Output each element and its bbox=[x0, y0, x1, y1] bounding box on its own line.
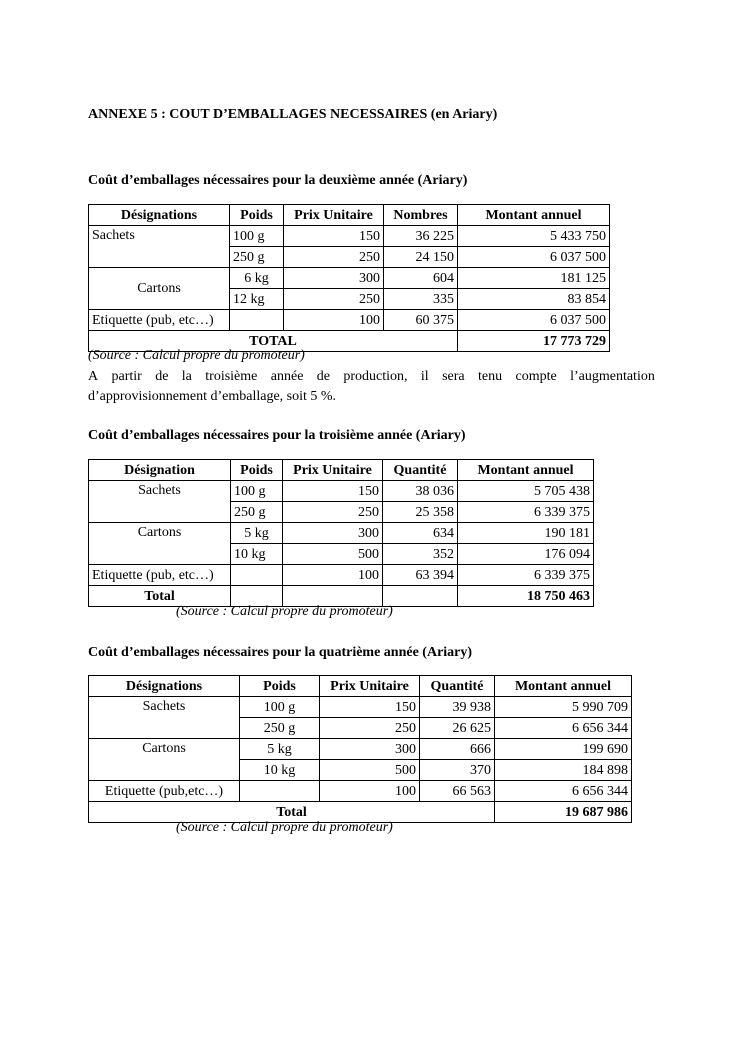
quantity-cell: 352 bbox=[383, 544, 458, 565]
year2-table bbox=[88, 204, 610, 352]
year4-header-designation: Désignations bbox=[89, 676, 240, 697]
year4-header-montant: Montant annuel bbox=[495, 676, 632, 697]
paragraph bbox=[88, 367, 655, 407]
quantity-cell: 66 563 bbox=[420, 781, 495, 802]
year4-header-quantity: Quantité bbox=[420, 676, 495, 697]
year4-header-row bbox=[89, 676, 632, 697]
poids-cell: 12 kg bbox=[230, 289, 284, 310]
year3-header-quantity: Quantité bbox=[383, 460, 458, 481]
poids-cell: 250 g bbox=[231, 502, 283, 523]
prix-cell: 150 bbox=[320, 697, 420, 718]
montant-cell: 5 990 709 bbox=[495, 697, 632, 718]
quantity-cell: 39 938 bbox=[420, 697, 495, 718]
annex-title: ANNEXE 5 : COUT D’EMBALLAGES NECESSAIRES (en Ariary) bbox=[88, 107, 498, 122]
year3-table-title: Coût d’emballages nécessaires pour la troisième année (Ariary) bbox=[88, 428, 466, 443]
poids-cell: 100 g bbox=[231, 481, 283, 502]
montant-cell: 5 705 438 bbox=[458, 481, 594, 502]
year3-total-label: Total bbox=[89, 586, 231, 607]
quantity-cell: 63 394 bbox=[383, 565, 458, 586]
year4-total-value: 19 687 986 bbox=[495, 802, 632, 823]
montant-cell: 6 339 375 bbox=[458, 502, 594, 523]
prix-cell: 300 bbox=[283, 523, 383, 544]
year4-etiquette-label: Etiquette (pub,etc…) bbox=[89, 781, 240, 802]
quantity-cell: 666 bbox=[420, 739, 495, 760]
table-row bbox=[89, 697, 632, 718]
table-row bbox=[89, 310, 610, 331]
year3-header-prix: Prix Unitaire bbox=[283, 460, 383, 481]
montant-cell: 6 656 344 bbox=[495, 718, 632, 739]
quantity-cell: 60 375 bbox=[384, 310, 458, 331]
montant-cell: 181 125 bbox=[458, 268, 610, 289]
word: troisième bbox=[205, 369, 258, 384]
year2-header-row bbox=[89, 205, 610, 226]
prix-cell: 100 bbox=[284, 310, 384, 331]
montant-cell: 6 037 500 bbox=[458, 310, 610, 331]
year3-header-row bbox=[89, 460, 594, 481]
table-row bbox=[89, 565, 594, 586]
prix-cell: 250 bbox=[284, 247, 384, 268]
year2-header-poids: Poids bbox=[230, 205, 284, 226]
quantity-cell: 24 150 bbox=[384, 247, 458, 268]
word: la bbox=[181, 369, 192, 384]
montant-cell: 6 339 375 bbox=[458, 565, 594, 586]
poids-cell bbox=[230, 310, 284, 331]
word: il bbox=[420, 369, 429, 384]
year4-table bbox=[88, 675, 632, 823]
year4-cartons-label: Cartons bbox=[89, 739, 240, 781]
table-row bbox=[89, 268, 610, 289]
prix-cell: 300 bbox=[320, 739, 420, 760]
quantity-cell: 604 bbox=[384, 268, 458, 289]
prix-cell: 250 bbox=[283, 502, 383, 523]
year2-header-designation: Désignations bbox=[89, 205, 230, 226]
montant-cell: 5 433 750 bbox=[458, 226, 610, 247]
montant-cell: 190 181 bbox=[458, 523, 594, 544]
year2-header-quantity: Nombres bbox=[384, 205, 458, 226]
poids-cell: 10 kg bbox=[231, 544, 283, 565]
montant-cell: 6 037 500 bbox=[458, 247, 610, 268]
poids-cell: 250 g bbox=[240, 718, 320, 739]
prix-cell: 100 bbox=[320, 781, 420, 802]
prix-cell: 250 bbox=[320, 718, 420, 739]
quantity-cell: 36 225 bbox=[384, 226, 458, 247]
poids-cell: 100 g bbox=[240, 697, 320, 718]
word: année bbox=[270, 369, 304, 384]
montant-cell: 199 690 bbox=[495, 739, 632, 760]
year2-cartons-label: Cartons bbox=[89, 268, 230, 310]
poids-cell: 10 kg bbox=[240, 760, 320, 781]
word: de bbox=[316, 369, 331, 384]
year4-source: (Source : Calcul propre du promoteur) bbox=[176, 820, 393, 835]
year2-sachets-label: Sachets bbox=[89, 226, 230, 268]
year4-total-label: Total bbox=[89, 802, 495, 823]
year3-table bbox=[88, 459, 594, 607]
quantity-cell: 26 625 bbox=[420, 718, 495, 739]
table-row bbox=[89, 523, 594, 544]
montant-cell: 83 854 bbox=[458, 289, 610, 310]
prix-cell: 500 bbox=[283, 544, 383, 565]
poids-cell bbox=[240, 781, 320, 802]
year3-total-value: 18 750 463 bbox=[458, 586, 594, 607]
quantity-cell: 335 bbox=[384, 289, 458, 310]
prix-cell: 150 bbox=[284, 226, 384, 247]
quantity-cell: 38 036 bbox=[383, 481, 458, 502]
word: compte bbox=[515, 369, 557, 384]
prix-cell: 150 bbox=[283, 481, 383, 502]
quantity-cell: 634 bbox=[383, 523, 458, 544]
year2-header-montant: Montant annuel bbox=[458, 205, 610, 226]
montant-cell: 176 094 bbox=[458, 544, 594, 565]
word: production, bbox=[343, 369, 408, 384]
year3-header-montant: Montant annuel bbox=[458, 460, 594, 481]
paragraph-line-2: d’approvisionnement d’emballage, soit 5 %. bbox=[88, 389, 337, 404]
year2-etiquette-label: Etiquette (pub, etc…) bbox=[89, 310, 230, 331]
poids-cell bbox=[231, 565, 283, 586]
word: sera bbox=[442, 369, 465, 384]
word: de bbox=[155, 369, 169, 384]
table-row bbox=[89, 739, 632, 760]
year2-table-title: Coût d’emballages nécessaires pour la deuxième année (Ariary) bbox=[88, 173, 468, 188]
year3-source: (Source : Calcul propre du promoteur) bbox=[176, 604, 393, 619]
year3-header-poids: Poids bbox=[231, 460, 283, 481]
word: tenu bbox=[478, 369, 503, 384]
year3-etiquette-label: Etiquette (pub, etc…) bbox=[89, 565, 231, 586]
quantity-cell: 370 bbox=[420, 760, 495, 781]
year4-header-prix: Prix Unitaire bbox=[320, 676, 420, 697]
word: partir bbox=[111, 369, 142, 384]
quantity-cell: 25 358 bbox=[383, 502, 458, 523]
year2-total-label: TOTAL bbox=[89, 331, 458, 352]
year3-header-designation: Désignation bbox=[89, 460, 231, 481]
poids-cell: 250 g bbox=[230, 247, 284, 268]
year2-header-prix: Prix Unitaire bbox=[284, 205, 384, 226]
year2-total-value: 17 773 729 bbox=[458, 331, 610, 352]
table-row bbox=[89, 781, 632, 802]
table-row bbox=[89, 481, 594, 502]
year4-sachets-label: Sachets bbox=[89, 697, 240, 739]
year3-cartons-label: Cartons bbox=[89, 523, 231, 565]
empty-cell bbox=[383, 586, 458, 607]
year3-sachets-label: Sachets bbox=[89, 481, 231, 523]
year2-source: (Source : Calcul propre du promoteur) bbox=[88, 348, 305, 363]
year4-header-poids: Poids bbox=[240, 676, 320, 697]
poids-cell: 100 g bbox=[230, 226, 284, 247]
word: A bbox=[88, 369, 99, 384]
prix-cell: 250 bbox=[284, 289, 384, 310]
poids-cell: 5 kg bbox=[240, 739, 320, 760]
word: l’augmentation bbox=[570, 369, 655, 384]
year4-table-title: Coût d’emballages nécessaires pour la quatrième année (Ariary) bbox=[88, 645, 473, 660]
prix-cell: 500 bbox=[320, 760, 420, 781]
prix-cell: 300 bbox=[284, 268, 384, 289]
paragraph-line-1 bbox=[88, 367, 655, 387]
poids-cell: 6 kg bbox=[230, 268, 284, 289]
montant-cell: 184 898 bbox=[495, 760, 632, 781]
montant-cell: 6 656 344 bbox=[495, 781, 632, 802]
table-row bbox=[89, 226, 610, 247]
poids-cell: 5 kg bbox=[231, 523, 283, 544]
prix-cell: 100 bbox=[283, 565, 383, 586]
